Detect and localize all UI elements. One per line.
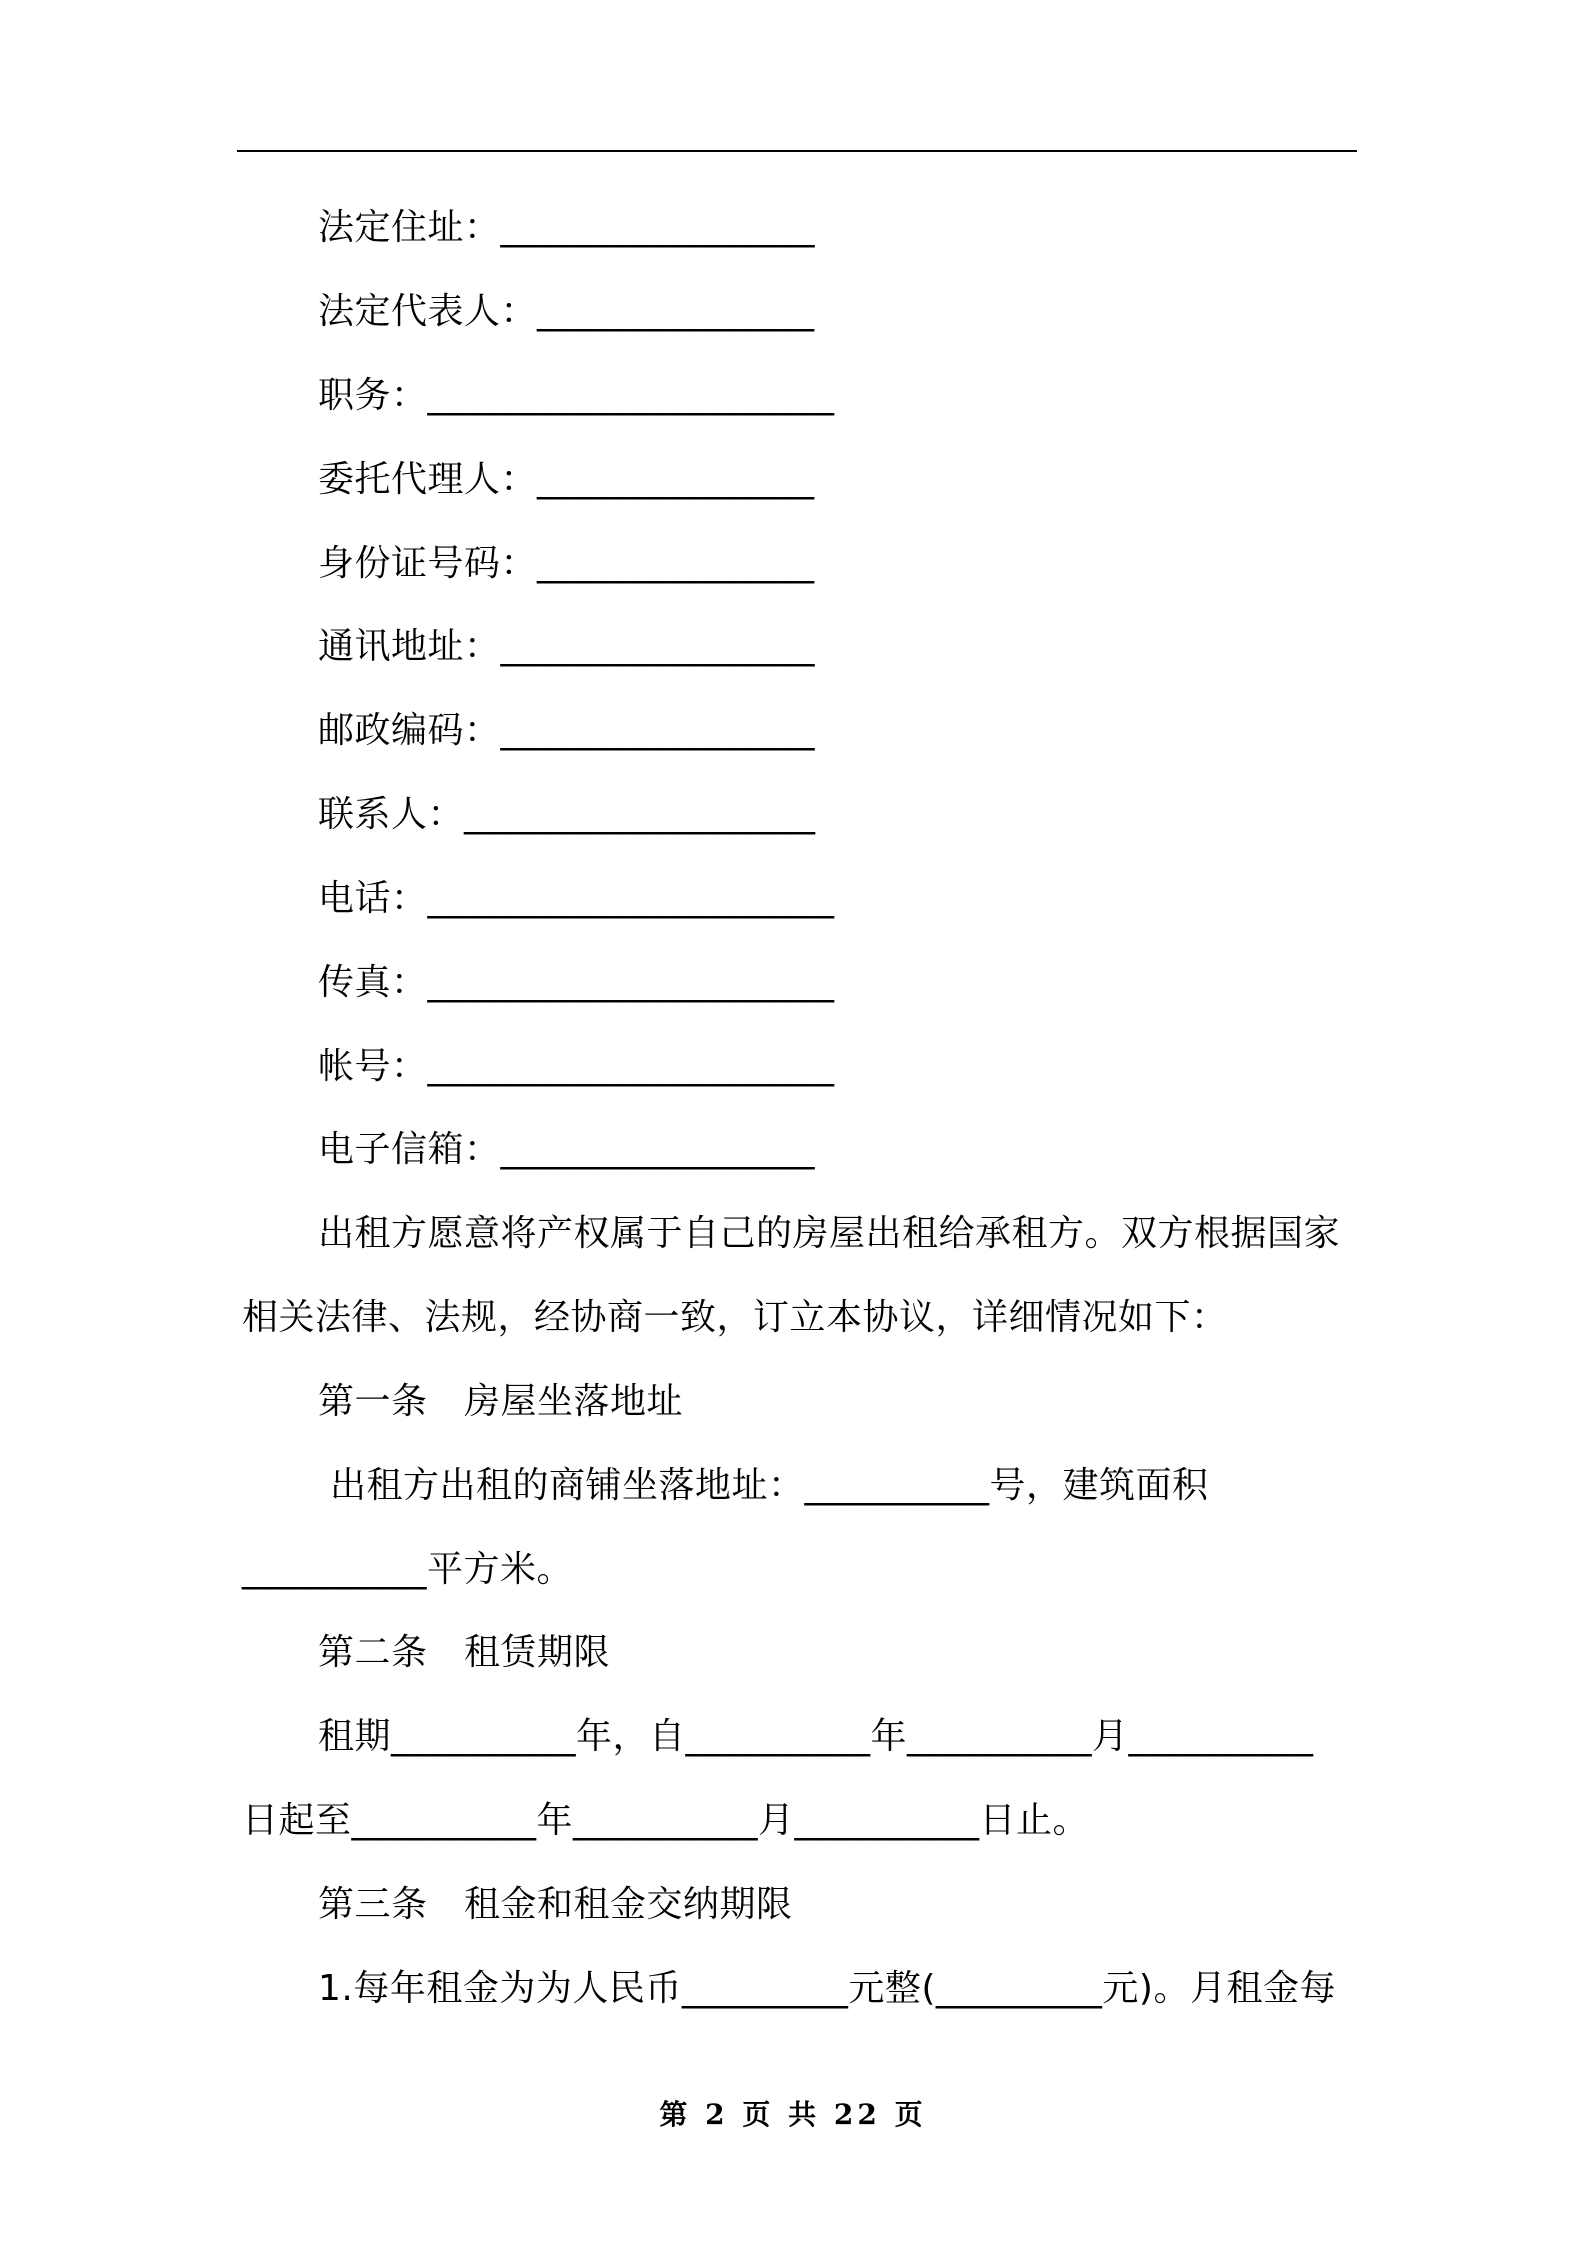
field-id-number: 身份证号码：_______________ <box>318 543 815 584</box>
page-number: 第 2 页 共 22 页 <box>659 2098 927 2131</box>
article-1-heading: 第一条 房屋坐落地址 <box>318 1381 684 1422</box>
field-mailing-address: 通讯地址：_________________ <box>318 626 816 667</box>
field-legal-representative: 法定代表人：_______________ <box>318 291 815 332</box>
field-fax: 传真：______________________ <box>318 962 835 1003</box>
intro-line-1: 出租方愿意将产权属于自己的房屋出租给承租方。双方根据国家 <box>318 1213 1341 1254</box>
article-2-line-1: 租期__________年，自__________年__________月__________ <box>318 1716 1314 1757</box>
article-1-line-2: __________平方米。 <box>242 1549 574 1590</box>
field-position: 职务：______________________ <box>318 375 835 416</box>
field-postal-code: 邮政编码：_________________ <box>318 710 816 751</box>
article-3-heading: 第三条 租金和租金交纳期限 <box>318 1884 793 1925</box>
field-email: 电子信箱：_________________ <box>318 1129 816 1170</box>
article-2-heading: 第二条 租赁期限 <box>318 1632 611 1673</box>
article-1-line-1: 出租方出租的商铺坐落地址：__________号，建筑面积 <box>318 1465 1209 1506</box>
field-telephone: 电话：______________________ <box>318 878 835 919</box>
field-account-number: 帐号：______________________ <box>318 1046 835 1087</box>
field-legal-address: 法定住址：_________________ <box>318 207 816 248</box>
article-2-line-2: 日起至__________年__________月__________日止。 <box>242 1800 1090 1841</box>
article-3-line-1: 1.每年租金为为人民币_________元整(_________元)。月租金每 <box>318 1968 1336 2009</box>
field-authorized-agent: 委托代理人：_______________ <box>318 459 815 500</box>
intro-line-2: 相关法律、法规，经协商一致，订立本协议，详细情况如下： <box>242 1297 1228 1338</box>
field-contact-person: 联系人：___________________ <box>318 794 816 835</box>
header-rule <box>237 150 1357 152</box>
